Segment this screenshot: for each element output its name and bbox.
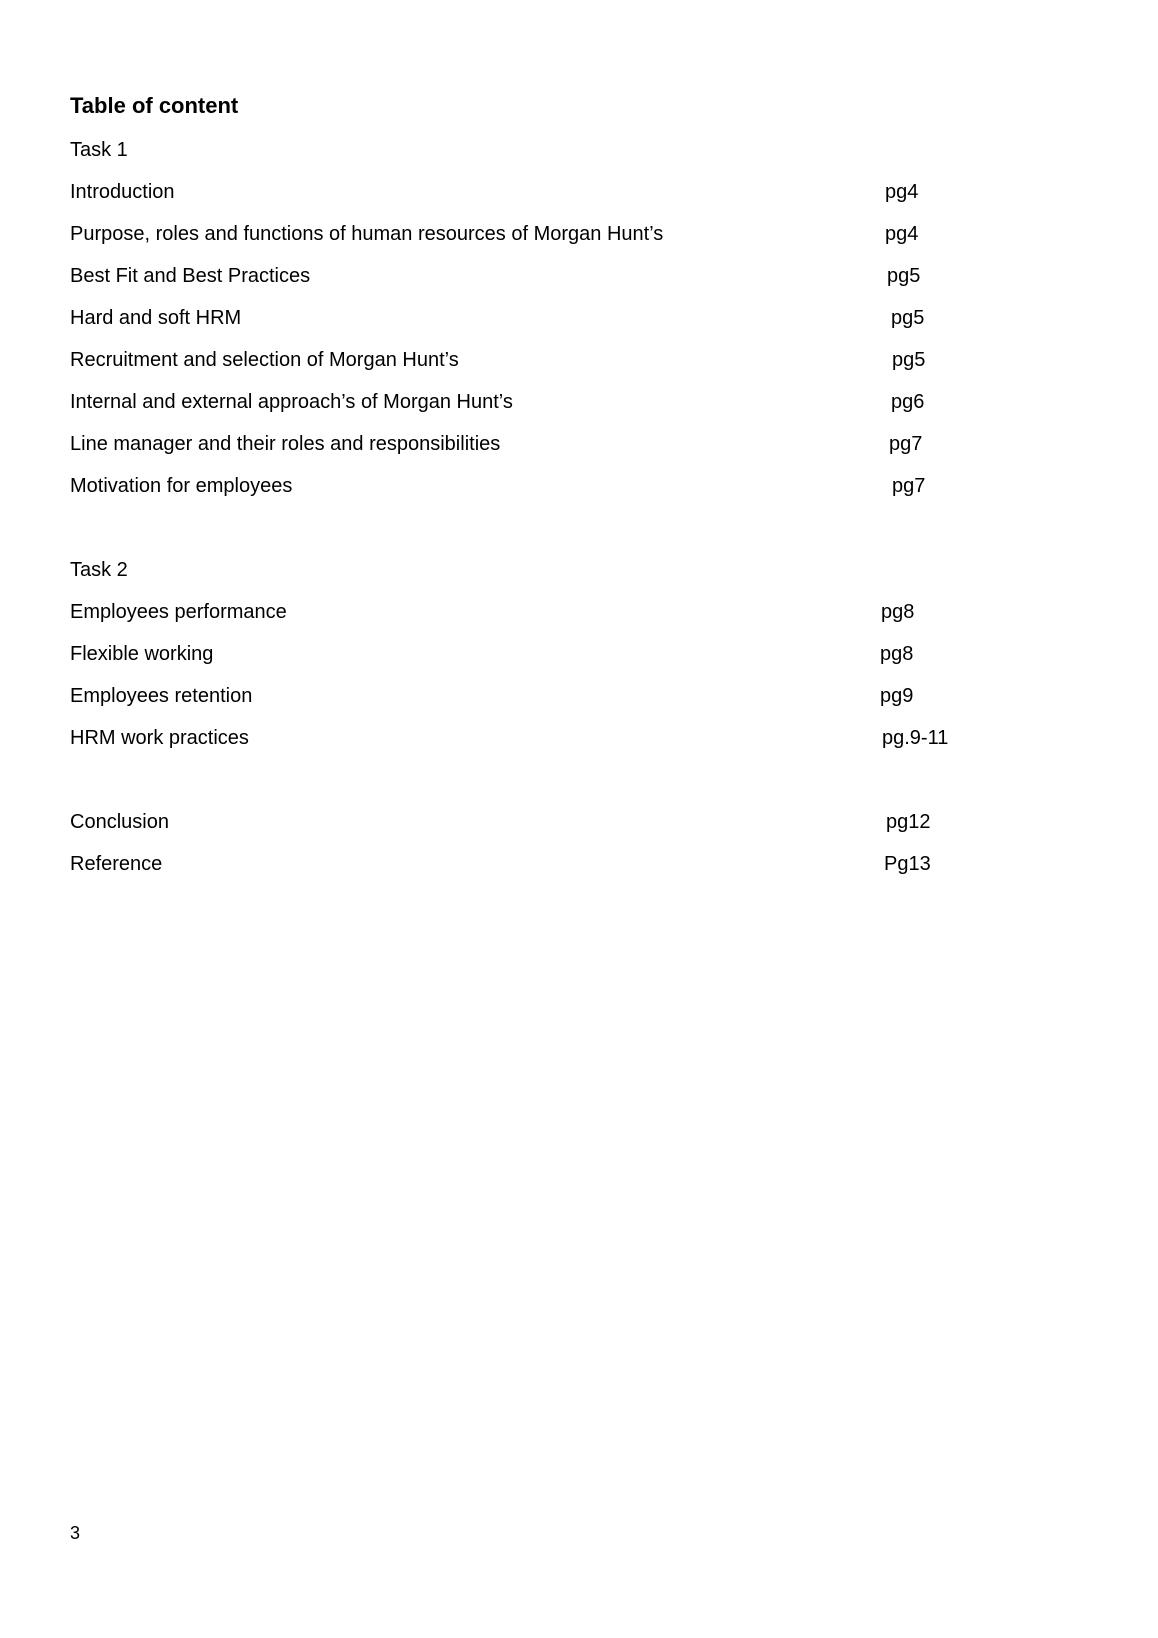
toc-entry-label: Best Fit and Best Practices	[70, 265, 311, 287]
toc-entry-page: pg5	[887, 265, 921, 287]
toc-entry-label: Purpose, roles and functions of human resources of Morgan Hunt’s	[70, 223, 664, 245]
toc-entry-label: Employees retention	[70, 685, 253, 707]
toc-entry-page: pg4	[885, 223, 919, 245]
toc-entry-page: pg7	[892, 475, 926, 497]
toc-entry-page: pg8	[881, 601, 915, 623]
toc-entry-label: Recruitment and selection of Morgan Hunt’s	[70, 349, 459, 371]
page-number: 3	[70, 1523, 81, 1543]
toc-entry-label: Internal and external approach’s of Morgan Hunt’s	[70, 391, 513, 413]
toc-entry-label: Line manager and their roles and responsibilities	[70, 433, 501, 455]
toc-entry-label: Reference	[70, 853, 163, 875]
toc-entry-page: Pg13	[884, 853, 931, 875]
toc-entry-label: Hard and soft HRM	[70, 307, 242, 329]
toc-entry-page: pg7	[889, 433, 923, 455]
toc-entry-page: pg5	[892, 349, 926, 371]
task1-heading: Task 1	[70, 139, 128, 161]
toc-entry-page: pg4	[885, 181, 919, 203]
toc-entry-label: Employees performance	[70, 601, 287, 623]
toc-entry-label: Motivation for employees	[70, 475, 293, 497]
toc-entry-page: pg6	[891, 391, 925, 413]
toc-title: Table of content	[70, 93, 239, 118]
toc-entry-label: Flexible working	[70, 643, 214, 665]
toc-entry-label: HRM work practices	[70, 727, 249, 749]
toc-entry-label: Introduction	[70, 181, 175, 203]
toc-entry-page: pg12	[886, 811, 931, 833]
toc-entry-page: pg.9-11	[882, 727, 949, 749]
task2-heading: Task 2	[70, 559, 128, 581]
toc-entry-page: pg8	[880, 643, 914, 665]
toc-entry-page: pg5	[891, 307, 925, 329]
toc-entry-page: pg9	[880, 685, 914, 707]
toc-entry-label: Conclusion	[70, 811, 169, 833]
